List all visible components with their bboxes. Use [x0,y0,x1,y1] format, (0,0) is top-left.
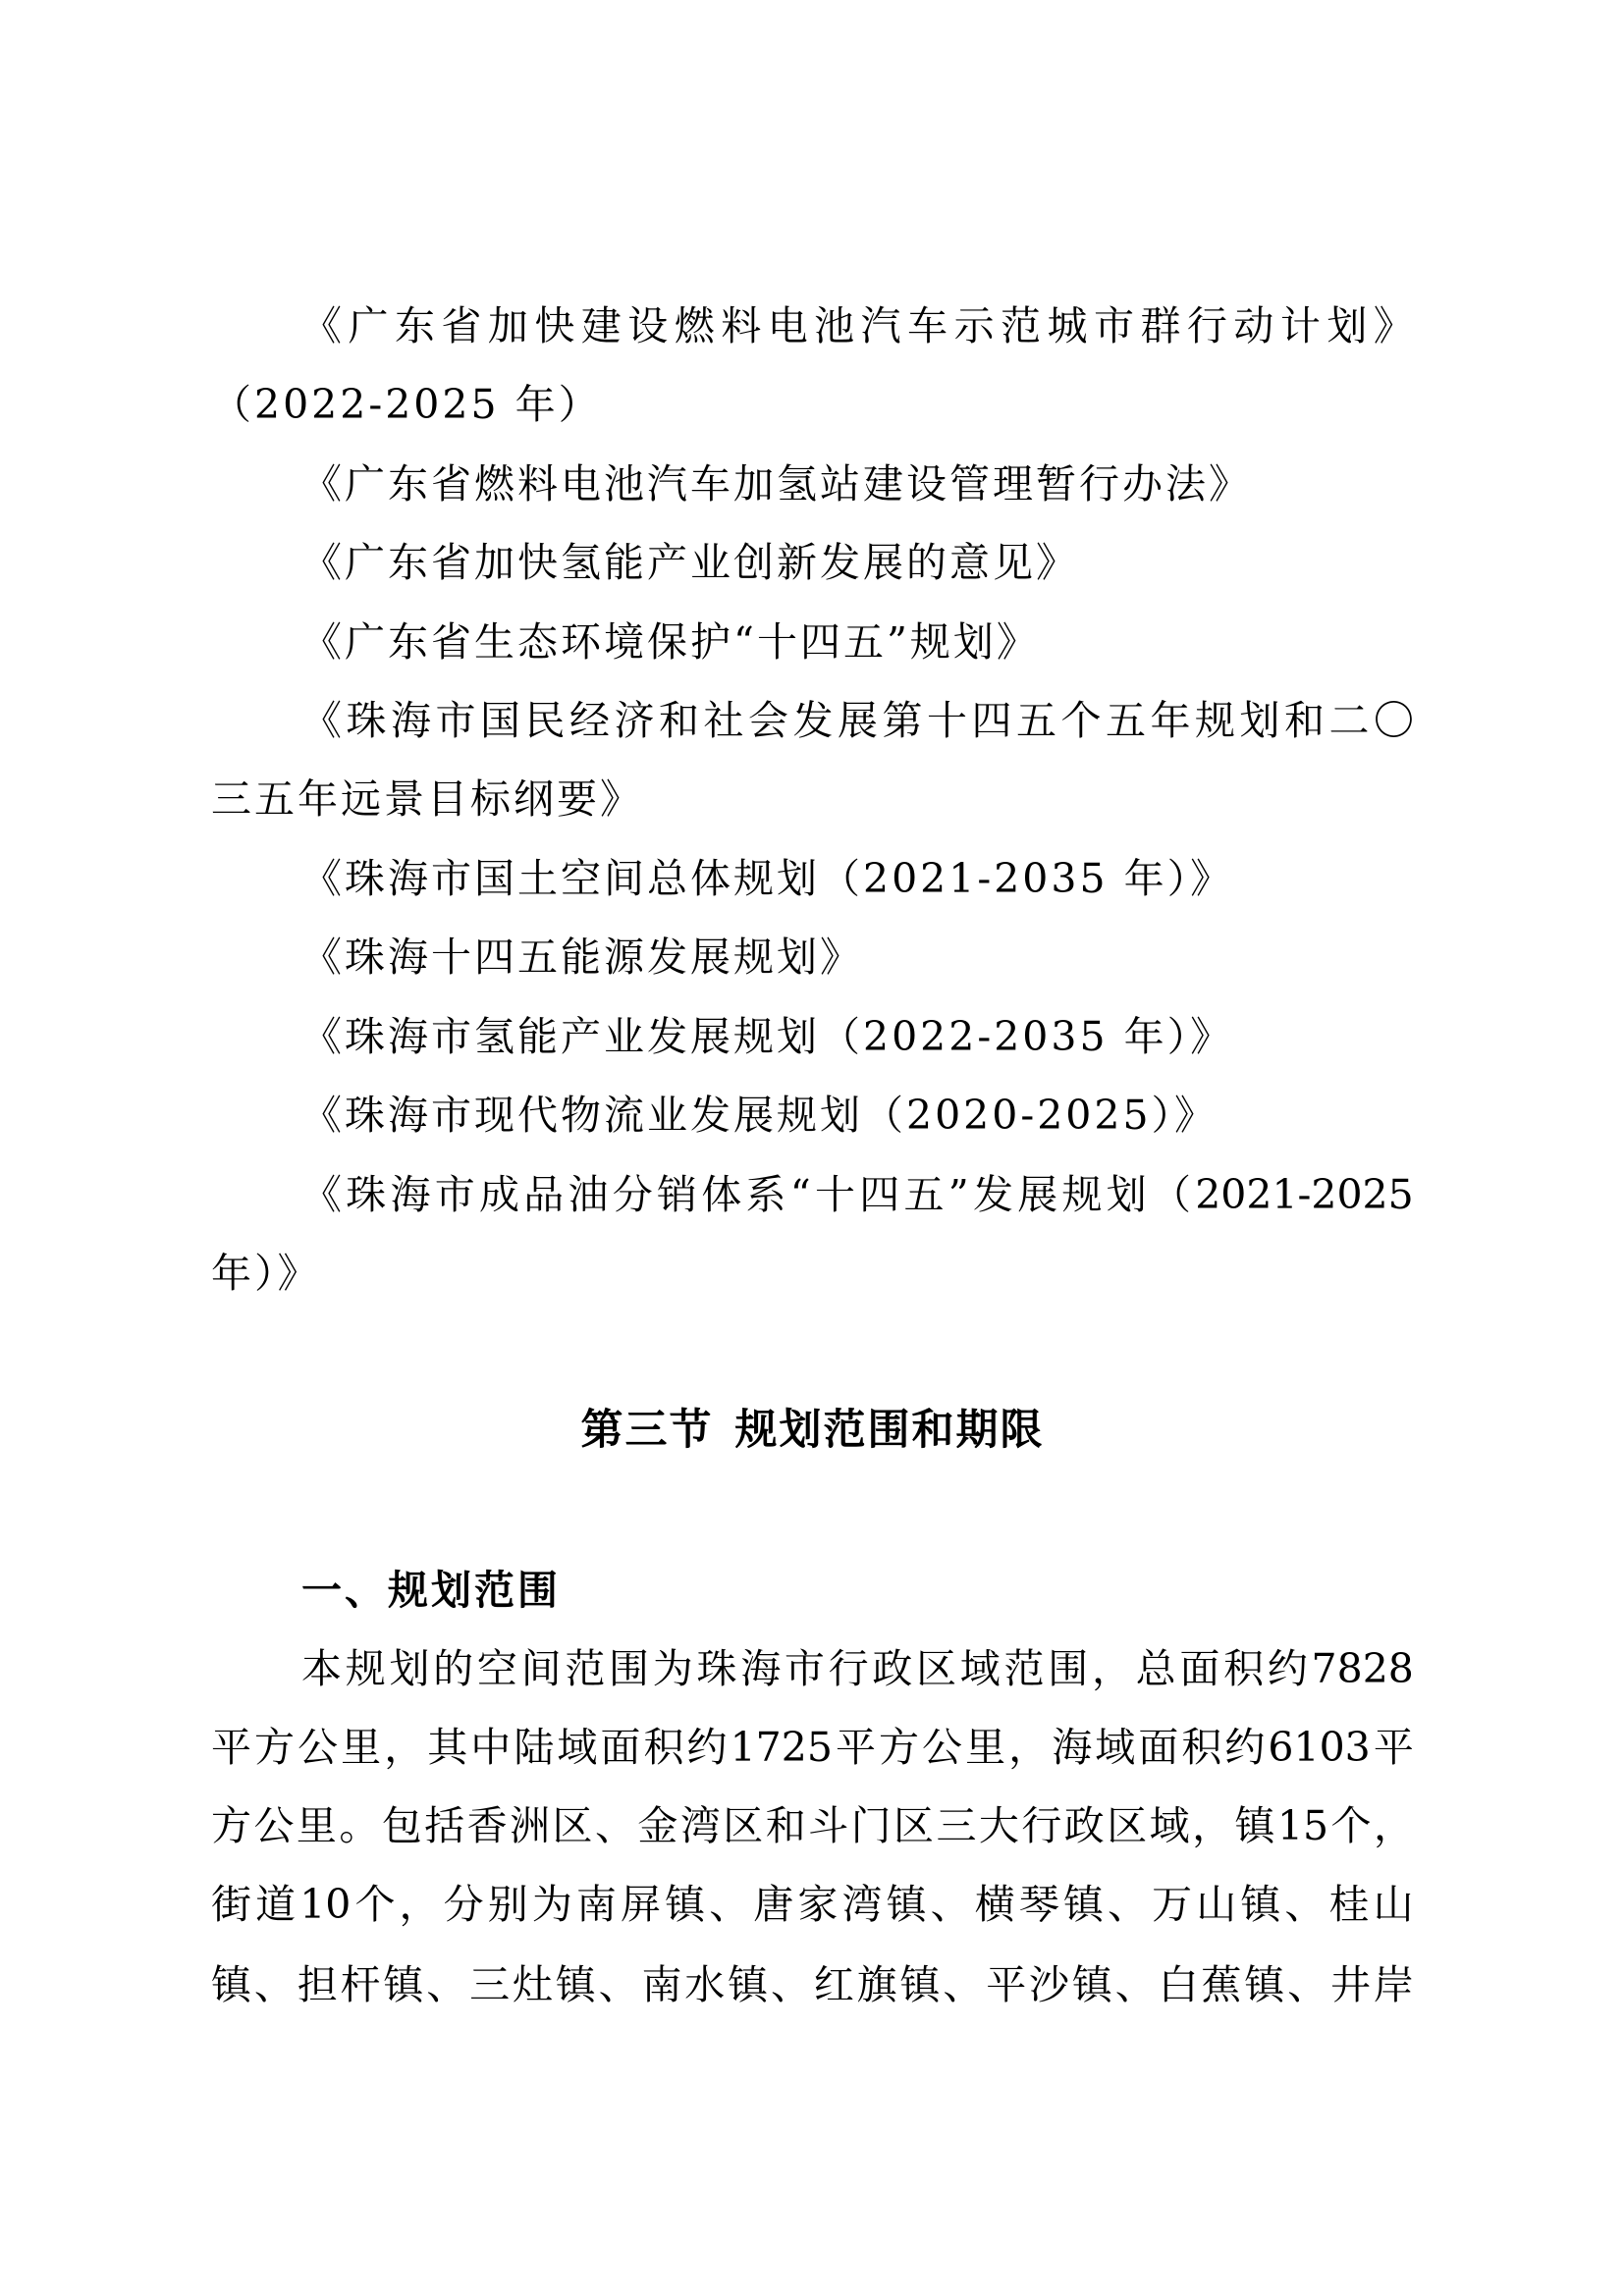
text-glyph: 、 [253,1961,295,2008]
text-glyph: 镇 [1234,1802,1275,1849]
text-glyph: 南 [641,1961,682,2008]
text-glyph: 公 [922,1724,963,1771]
text-glyph: 个 [1060,697,1102,744]
text-glyph: 、 [943,1961,984,2008]
text-glyph: 示 [953,302,995,349]
text-glyph: 洲 [510,1802,551,1849]
text-glyph: 和 [765,1802,806,1849]
text-glyph: 城 [1047,302,1088,349]
text-glyph: 海 [1052,1724,1093,1771]
text-glyph: 万 [1152,1881,1193,1928]
text-glyph: 公 [298,1724,339,1771]
reference-item-4: 《广东省生态环境保护“十四五”规划》 [301,618,1040,666]
text-glyph: 海 [391,697,431,744]
text-glyph: ， [1373,1802,1414,1849]
section-number: 第三节 [580,1406,714,1455]
text-glyph: ， [1192,1802,1233,1849]
text-glyph: 围 [609,1645,650,1692]
text-glyph: 、 [1287,1961,1328,2008]
text-glyph: 燃 [674,302,715,349]
text-glyph: 域 [1149,1802,1190,1849]
text-glyph: 分 [443,1881,484,1928]
reference-item-5-line-1 [301,681,1414,760]
text-glyph: 销 [657,1171,697,1218]
text-glyph: 里 [341,1724,382,1771]
text-glyph: 积 [643,1724,684,1771]
text-glyph: 行 [1021,1802,1062,1849]
text-glyph: 本 [301,1645,342,1692]
text-glyph: 广 [348,302,389,349]
text-glyph: 个 [1330,1802,1372,1849]
text-glyph: 镇 [555,1961,596,2008]
text-glyph: 、 [1114,1961,1156,2008]
text-glyph: 发 [972,1171,1013,1218]
text-glyph: 沙 [1029,1961,1070,2008]
text-glyph: 门 [850,1802,892,1849]
text-glyph: 、 [930,1881,971,1928]
text-run: 7828 [1311,1645,1414,1692]
text-glyph: 国 [480,697,520,744]
text-glyph: 镇 [1244,1961,1285,2008]
text-glyph: 油 [568,1171,609,1218]
text-glyph: 琴 [1018,1881,1059,1928]
reference-item-6: 《珠海市国土空间总体规划（2021-2035 年）》 [301,855,1234,902]
reference-item-1-line-1 [301,287,1414,365]
text-glyph: 十 [814,1171,855,1218]
subsection-heading: 一、规划范围 [301,1567,561,1614]
text-glyph: 区 [723,1802,764,1849]
text-glyph: 为 [531,1881,572,1928]
text-glyph: 区 [1107,1802,1148,1849]
text-glyph: 规 [345,1645,386,1692]
text-glyph: 计 [1279,302,1321,349]
text-glyph: 灶 [512,1961,553,2008]
paragraph-line-3 [211,1787,1414,1865]
text-run: 2021-2025 [1195,1171,1414,1218]
text-glyph: 市 [435,697,476,744]
text-glyph: 》 [1373,302,1414,349]
text-glyph: 分 [612,1171,653,1218]
text-glyph: 山 [1196,1881,1237,1928]
text-glyph: 汽 [860,302,901,349]
text-glyph: 三 [936,1802,977,1849]
reference-item-2: 《广东省燃料电池汽车加氢站建设管理暂行办法》 [301,460,1252,507]
text-glyph: 镇 [1071,1961,1112,2008]
section-heading [211,1391,1414,1469]
text-glyph: 积 [1181,1724,1222,1771]
text-glyph: 别 [487,1881,528,1928]
text-glyph: 体 [701,1171,742,1218]
text-glyph: 岸 [1373,1961,1414,2008]
text-glyph: ， [399,1881,440,1928]
text-glyph: 镇 [1062,1881,1104,1928]
text-glyph: 。 [339,1802,380,1849]
text-glyph: 总 [1135,1645,1176,1692]
text-glyph: 域 [1095,1724,1136,1771]
reference-item-9: 《珠海市现代物流业发展规划（2020-2025）》 [301,1092,1218,1139]
text-glyph: 和 [659,697,699,744]
text-glyph: 平 [1373,1724,1414,1771]
text-glyph: 电 [767,302,808,349]
text-glyph: 域 [959,1645,1001,1692]
text-glyph: 白 [1158,1961,1199,2008]
text-glyph: 域 [557,1724,598,1771]
text-glyph: 行 [1186,302,1227,349]
text-glyph: 围 [1048,1645,1089,1692]
text-glyph: 二 [1328,697,1370,744]
reference-item-1-line-2: （2022-2025 年） [211,381,602,428]
text-glyph: 社 [703,697,744,744]
text-glyph: 横 [974,1881,1015,1928]
text-glyph: 发 [792,697,834,744]
text-run: 1725 [730,1724,833,1771]
text-glyph: 镇 [1240,1881,1281,1928]
text-glyph: 四 [971,697,1012,744]
reference-item-10-line-1 [301,1155,1414,1234]
text-glyph: 屏 [621,1881,662,1928]
paragraph-line-2 [211,1708,1414,1787]
text-glyph: 积 [1223,1645,1265,1692]
text-glyph: 东 [394,302,435,349]
text-glyph: 红 [813,1961,854,2008]
text-glyph: 、 [709,1881,750,1928]
text-glyph: 里 [965,1724,1006,1771]
text-glyph: 行 [828,1645,869,1692]
text-glyph: 街 [211,1881,251,1928]
text-glyph: 唐 [753,1881,794,1928]
text-glyph: 担 [297,1961,338,2008]
text-glyph: 划 [389,1645,430,1692]
text-glyph: 车 [907,302,948,349]
text-glyph: “ [789,1171,811,1218]
text-glyph: 约 [686,1724,728,1771]
text-glyph: 桂 [1328,1881,1370,1928]
text-glyph: 市 [1093,302,1134,349]
text-glyph: 蕉 [1201,1961,1242,2008]
text-glyph: 珠 [346,697,387,744]
text-glyph: 设 [627,302,669,349]
text-glyph: 水 [684,1961,726,2008]
text-glyph: 规 [1061,1171,1103,1218]
text-glyph: 约 [1224,1724,1266,1771]
text-glyph: 系 [745,1171,786,1218]
text-glyph: 《 [301,1171,342,1218]
text-glyph: 平 [211,1724,251,1771]
text-glyph: 区 [893,1802,934,1849]
text-glyph: 、 [598,1961,639,2008]
text-glyph: ” [947,1171,969,1218]
text-glyph: 镇 [383,1961,424,2008]
text-glyph: 约 [1267,1645,1308,1692]
text-glyph: 为 [652,1645,693,1692]
text-glyph: 括 [424,1802,465,1849]
text-run: 15 [1276,1802,1329,1849]
text-glyph: 镇 [899,1961,941,2008]
text-glyph: 第 [882,697,923,744]
text-glyph: 其 [427,1724,468,1771]
text-glyph: 杆 [340,1961,381,2008]
text-glyph: 市 [434,1171,475,1218]
text-glyph: 建 [580,302,622,349]
text-glyph: 规 [1195,697,1235,744]
text-glyph: ， [1091,1645,1132,1692]
text-glyph: 方 [879,1724,919,1771]
text-glyph: 群 [1140,302,1181,349]
text-glyph: 湾 [679,1802,721,1849]
section-title: 规划范围和期限 [734,1406,1045,1455]
text-glyph: 金 [637,1802,678,1849]
text-glyph: 四 [859,1171,900,1218]
text-glyph: 个 [354,1881,396,1928]
text-glyph: 面 [600,1724,641,1771]
text-glyph: 方 [211,1802,251,1849]
text-glyph: 里 [296,1802,337,1849]
text-glyph: 公 [253,1802,295,1849]
text-glyph: 池 [814,302,855,349]
paragraph-line-5 [211,1946,1414,2024]
text-glyph: 镇 [211,1961,251,2008]
reference-item-5-line-2: 三五年远景目标纲要》 [211,775,643,823]
text-glyph: 展 [838,697,878,744]
text-glyph: 海 [740,1645,782,1692]
text-glyph: 展 [1017,1171,1058,1218]
text-run: 6103 [1268,1724,1371,1771]
text-glyph: 、 [1284,1881,1326,1928]
text-glyph: 三 [469,1961,511,2008]
paragraph-line-4 [211,1865,1414,1944]
text-glyph: 划 [1326,302,1368,349]
text-glyph: 镇 [886,1881,927,1928]
reference-item-10-line-2: 年）》 [211,1250,321,1297]
text-glyph: 会 [748,697,788,744]
text-glyph: 五 [903,1171,945,1218]
text-glyph: 山 [1373,1881,1414,1928]
text-glyph: 斗 [808,1802,849,1849]
text-glyph: 、 [1108,1881,1149,1928]
text-glyph: 划 [1239,697,1280,744]
text-glyph: 井 [1329,1961,1371,2008]
text-glyph: 镇 [665,1881,706,1928]
text-glyph: 料 [721,302,762,349]
text-glyph: 包 [381,1802,422,1849]
text-glyph: 《 [301,697,342,744]
text-glyph: 民 [524,697,566,744]
text-glyph: 大 [978,1802,1019,1849]
text-glyph: 〇 [1374,697,1414,744]
text-glyph: 面 [1138,1724,1179,1771]
text-glyph: 区 [916,1645,957,1692]
text-glyph: 平 [835,1724,876,1771]
text-glyph: 政 [1063,1802,1105,1849]
text-glyph: 《 [301,302,342,349]
text-glyph: 的 [433,1645,474,1692]
text-glyph: 南 [575,1881,617,1928]
text-glyph: 省 [441,302,482,349]
text-glyph: 范 [1003,1645,1045,1692]
text-glyph: 旗 [856,1961,897,2008]
text-glyph: 面 [1179,1645,1220,1692]
text-glyph: 、 [594,1802,635,1849]
text-glyph: 和 [1284,697,1325,744]
reference-item-3: 《广东省加快氢能产业创新发展的意见》 [301,539,1079,586]
text-glyph: 空 [476,1645,517,1692]
text-glyph: 经 [569,697,610,744]
text-glyph: 济 [614,697,655,744]
text-glyph: 动 [1233,302,1274,349]
text-glyph: 珠 [696,1645,737,1692]
text-glyph: 成 [479,1171,519,1218]
text-glyph: 、 [426,1961,467,2008]
text-glyph: 陆 [514,1724,555,1771]
text-glyph: 五 [1106,697,1146,744]
text-glyph: 年 [1150,697,1191,744]
text-glyph: 范 [565,1645,606,1692]
reference-item-7: 《珠海十四五能源发展规划》 [301,934,863,981]
text-glyph: 品 [523,1171,565,1218]
text-glyph: 、 [770,1961,811,2008]
text-glyph: 范 [1001,302,1042,349]
text-glyph: ， [384,1724,425,1771]
text-glyph: 海 [390,1171,431,1218]
text-glyph: 加 [487,302,528,349]
text-glyph: 五 [1016,697,1056,744]
text-glyph: 政 [872,1645,913,1692]
text-glyph: 间 [520,1645,562,1692]
text-glyph: 香 [466,1802,508,1849]
text-glyph: ， [1008,1724,1050,1771]
text-glyph: （ [1150,1171,1191,1218]
text-glyph: 湾 [841,1881,883,1928]
text-glyph: 镇 [728,1961,769,2008]
text-glyph: 方 [254,1724,296,1771]
text-glyph: 珠 [346,1171,387,1218]
text-glyph: 家 [797,1881,839,1928]
text-glyph: 十 [927,697,967,744]
text-run: 10 [299,1881,352,1928]
text-glyph: 快 [534,302,575,349]
text-glyph: 市 [784,1645,825,1692]
text-glyph: 道 [255,1881,297,1928]
text-glyph: 划 [1106,1171,1147,1218]
text-glyph: 平 [986,1961,1027,2008]
text-glyph: 区 [552,1802,593,1849]
paragraph-line-1 [301,1629,1414,1708]
reference-item-8: 《珠海市氢能产业发展规划（2022-2035 年）》 [301,1013,1234,1060]
text-glyph: 中 [470,1724,512,1771]
